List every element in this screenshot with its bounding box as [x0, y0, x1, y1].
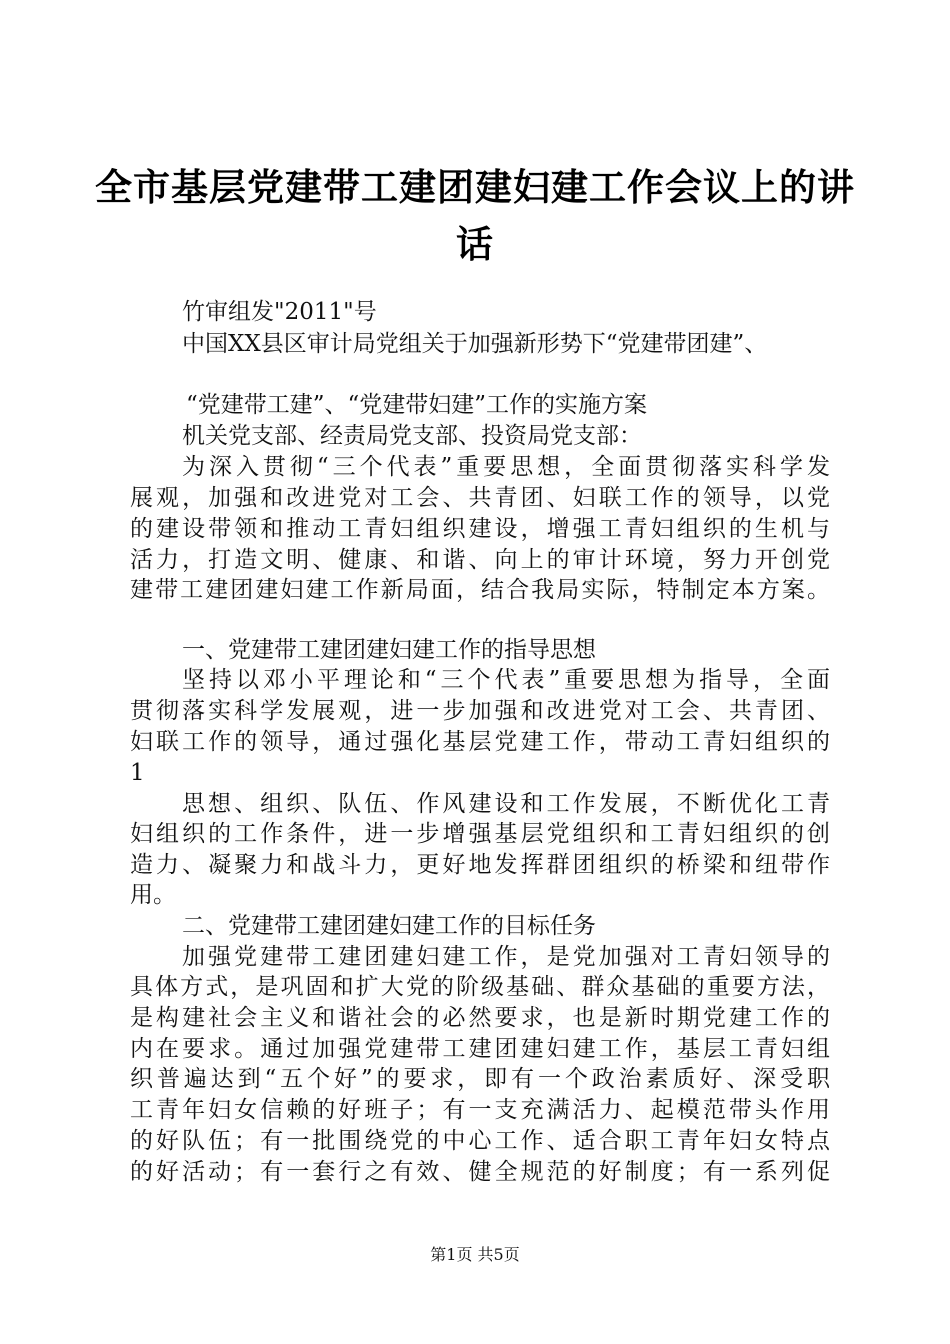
text-line: 中国XX县区审计局党组关于加强新形势下“党建带团建”、 — [182, 331, 768, 357]
text-line: 是构建社会主义和谐社会的必然要求，也是新时期党建工作的 — [130, 1005, 830, 1031]
text-line: 思想、组织、队伍、作风建设和工作发展，不断优化工青 — [182, 791, 830, 817]
text-line: 具体方式，是巩固和扩大党的阶级基础、群众基础的重要方法， — [130, 974, 830, 1000]
text-line: 造力、凝聚力和战斗力，更好地发挥群团组织的桥梁和纽带作 — [130, 852, 830, 878]
text-line: 建带工建团建妇建工作新局面，结合我局实际，特制定本方案。 — [130, 577, 830, 603]
section-heading: 二、党建带工建团建妇建工作的目标任务 — [182, 913, 596, 939]
text-line: 妇联工作的领导，通过强化基层党建工作，带动工青妇组织的 — [130, 729, 830, 755]
document-number-line: 竹审组发"2011"号 — [182, 299, 377, 325]
text-line: 织普遍达到“五个好”的要求，即有一个政治素质好、深受职 — [130, 1066, 830, 1092]
text-line: 为深入贯彻“三个代表”重要思想，全面贯彻落实科学发 — [182, 454, 830, 480]
document-title-line-2: 话 — [456, 223, 494, 266]
text-line: 活力，打造文明、健康、和谐、向上的审计环境，努力开创党 — [130, 547, 830, 573]
text-line: 贯彻落实科学发展观，进一步加强和改进党对工会、共青团、 — [130, 698, 830, 724]
text-line: “党建带工建”、“党建带妇建”工作的实施方案 — [186, 392, 648, 418]
text-line: 加强党建带工建团建妇建工作，是党加强对工青妇领导的 — [182, 944, 830, 970]
text-line: 工青年妇女信赖的好班子；有一支充满活力、起模范带头作用 — [130, 1097, 830, 1123]
addressee-line: 机关党支部、经责局党支部、投资局党支部： — [182, 423, 642, 449]
text-line: 妇组织的工作条件，进一步增强基层党组织和工青妇组织的创 — [130, 821, 830, 847]
section-heading: 一、党建带工建团建妇建工作的指导思想 — [182, 637, 596, 663]
text-line: 展观，加强和改进党对工会、共青团、妇联工作的领导，以党 — [130, 485, 830, 511]
text-line: 坚持以邓小平理论和“三个代表”重要思想为指导，全面 — [182, 667, 830, 693]
text-line: 的好队伍；有一批围绕党的中心工作、适合职工青年妇女特点 — [130, 1128, 830, 1154]
text-line: 内在要求。通过加强党建带工建团建妇建工作，基层工青妇组 — [130, 1036, 830, 1062]
text-line: 的好活动；有一套行之有效、健全规范的好制度；有一系列促 — [130, 1159, 830, 1185]
text-line: 用。 — [130, 882, 176, 908]
document-title-line-1: 全市基层党建带工建团建妇建工作会议上的讲 — [95, 166, 855, 209]
text-line: 的建设带领和推动工青妇组织建设，增强工青妇组织的生机与 — [130, 516, 830, 542]
inline-page-number: 1 — [130, 760, 145, 786]
page-footer: 第1页 共5页 — [430, 1245, 520, 1264]
